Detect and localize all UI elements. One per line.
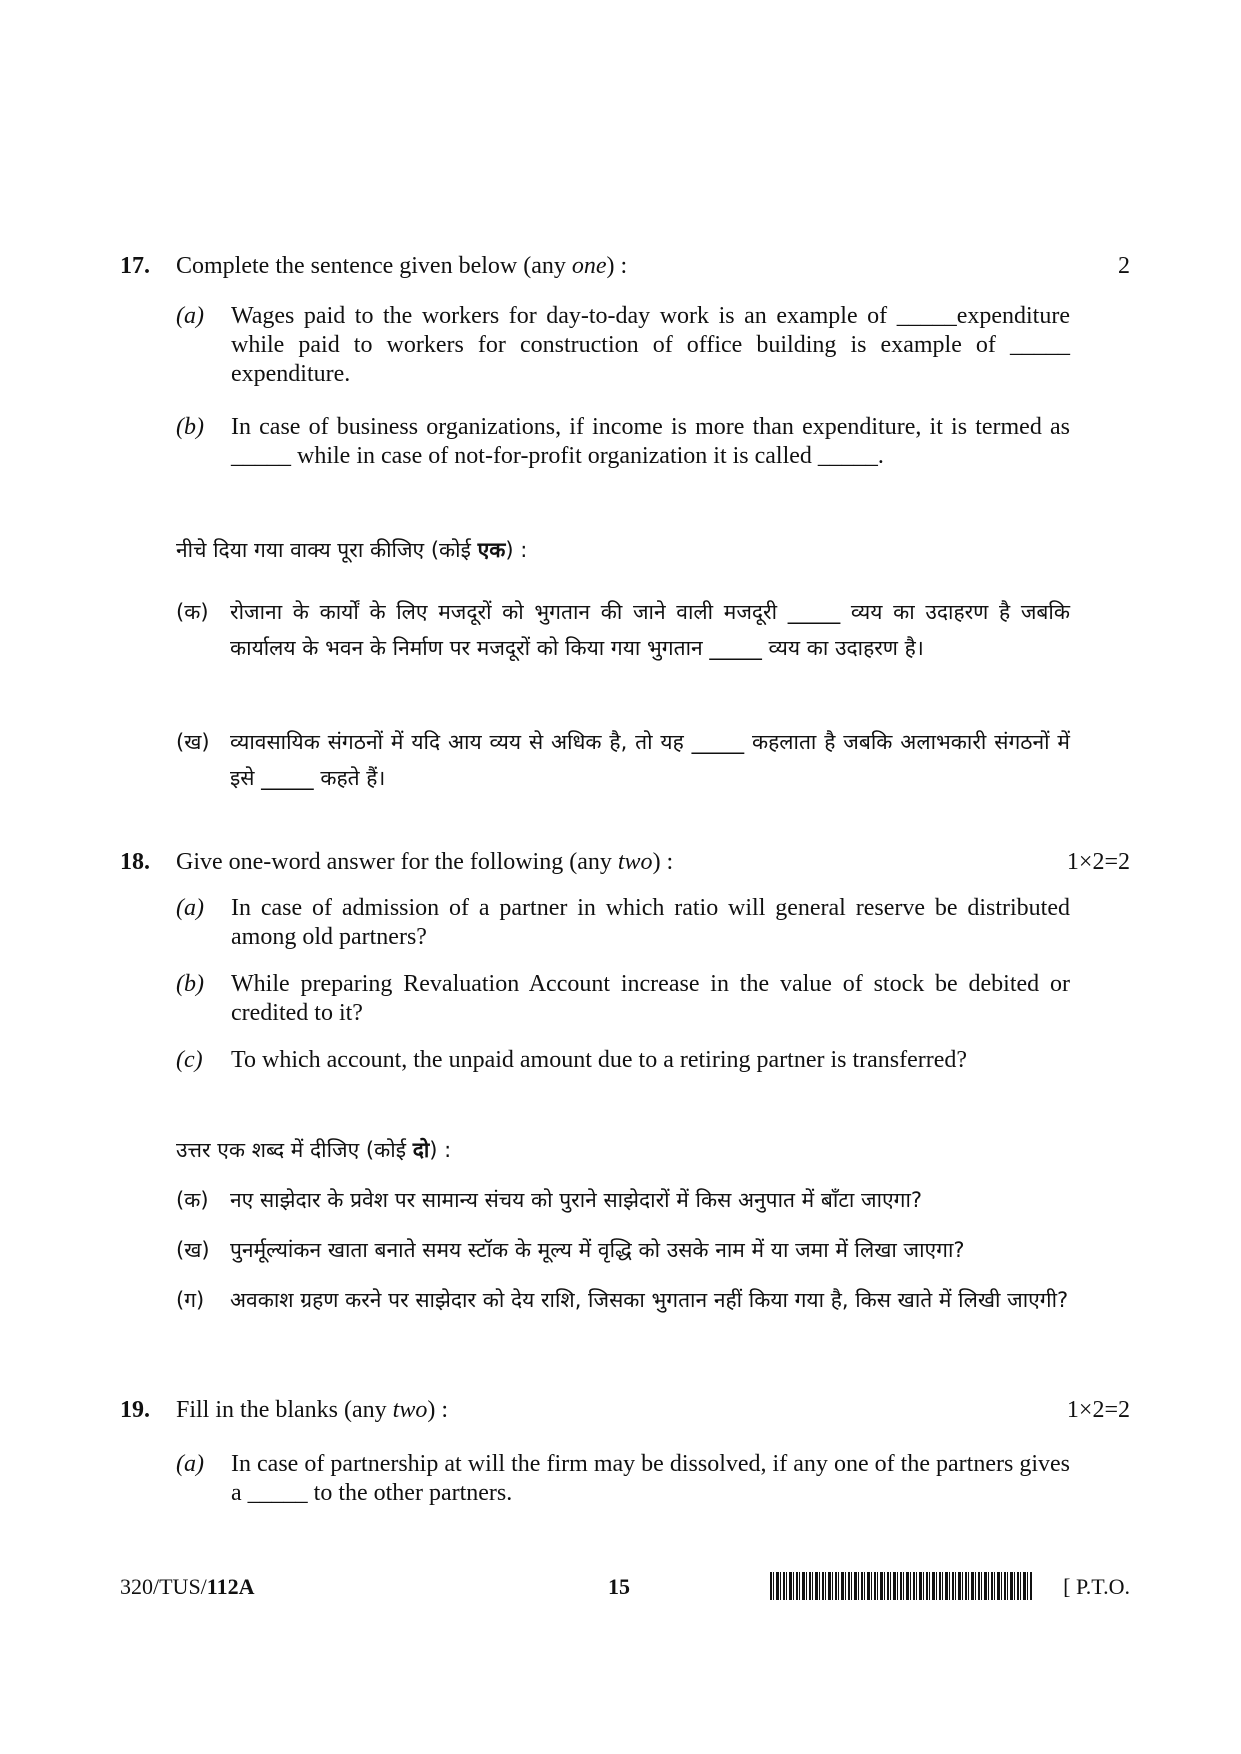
hindi-item-label: (क): [176, 1188, 209, 1212]
hindi-prompt: उत्तर एक शब्द में दीजिए (कोई दो) :: [176, 1138, 452, 1162]
question-prompt: Complete the sentence given below (any one) :: [176, 253, 628, 279]
barcode-image: [770, 1572, 1032, 1600]
question-prompt: Give one-word answer for the following (any two) :: [176, 849, 674, 875]
hindi-item: [176, 1182, 1070, 1218]
question-item: [176, 1046, 1070, 1075]
question-17-header: [120, 252, 1130, 281]
page-number: 15: [608, 1574, 630, 1599]
question-number: 18.: [120, 849, 150, 875]
hindi-item-text: अवकाश ग्रहण करने पर साझेदार को देय राशि, जिसका भुगतान नहीं किया गया है, किस खाते में लिखी जाएगी?: [230, 1288, 1069, 1312]
item-text: To which account, the unpaid amount due to a retiring partner is transferred?: [231, 1047, 968, 1073]
hindi-item-text: रोजाना के कार्यों के लिए मजदूरों को भुगतान की जाने वाली मजदूरी _____ व्यय का उदाहरण है जबकि कार्यालय के भवन के निर्माण पर मजदूरों को किया गया भुगतान _____ व्यय का उदाहरण है।: [230, 600, 1070, 660]
pto-label: [ P.T.O.: [1063, 1574, 1130, 1599]
item-text: In case of partnership at will the firm may be dissolved, if any one of the partners gives a _____ to the other partners.: [231, 1451, 1070, 1506]
paper-code: 320/TUS/112A: [120, 1574, 255, 1599]
question-item: [176, 413, 1070, 471]
question-item: [176, 970, 1070, 1028]
hindi-item-text: पुनर्मूल्यांकन खाता बनाते समय स्टॉक के मूल्य में वृद्धि को उसके नाम में या जमा में लिखा जाएगा?: [230, 1238, 965, 1262]
item-label: (a): [176, 1451, 204, 1477]
hindi-prompt: नीचे दिया गया वाक्य पूरा कीजिए (कोई एक) :: [176, 538, 528, 562]
hindi-item: [176, 594, 1070, 666]
hindi-item-label: (ख): [176, 1238, 210, 1262]
item-label: (a): [176, 895, 204, 921]
question-item: [176, 302, 1070, 389]
question-prompt: Fill in the blanks (any two) :: [176, 1397, 449, 1423]
question-marks: 1×2=2: [1066, 1397, 1130, 1423]
question-19-header: [120, 1396, 1130, 1425]
hindi-item-text: व्यावसायिक संगठनों में यदि आय व्यय से अधिक है, तो यह _____ कहलाता है जबकि अलाभकारी संगठनों में इसे _____ कहते हैं।: [230, 730, 1070, 790]
hindi-item-text: नए साझेदार के प्रवेश पर सामान्य संचय को पुराने साझेदारों में किस अनुपात में बाँटा जाएगा?: [230, 1188, 923, 1212]
hindi-item: [176, 1232, 1070, 1268]
question-marks: 2: [1118, 253, 1130, 279]
question-number: 17.: [120, 253, 150, 279]
question-18-header: [120, 848, 1130, 877]
item-label: (a): [176, 303, 204, 329]
item-text: Wages paid to the workers for day-to-day work is an example of _____expenditure while paid to workers for construction of office building is example of _____ expenditure.: [231, 303, 1070, 387]
item-label: (b): [176, 971, 204, 997]
hindi-item-label: (ग): [176, 1288, 205, 1312]
hindi-item: [176, 724, 1070, 796]
hindi-item-label: (ख): [176, 730, 210, 754]
item-label: (b): [176, 414, 204, 440]
item-label: (c): [176, 1047, 203, 1073]
question-number: 19.: [120, 1397, 150, 1423]
question-marks: 1×2=2: [1066, 849, 1130, 875]
item-text: In case of admission of a partner in which ratio will general reserve be distributed among old partners?: [231, 895, 1070, 950]
question-item: [176, 894, 1070, 952]
question-item: [176, 1450, 1070, 1508]
hindi-item-label: (क): [176, 600, 209, 624]
item-text: While preparing Revaluation Account increase in the value of stock be debited or credited to it?: [231, 971, 1070, 1026]
page-footer: [120, 1572, 1130, 1602]
item-text: In case of business organizations, if income is more than expenditure, it is termed as _____ while in case of not-for-profit organization it is called _____.: [231, 414, 1070, 469]
hindi-item: [176, 1282, 1070, 1318]
